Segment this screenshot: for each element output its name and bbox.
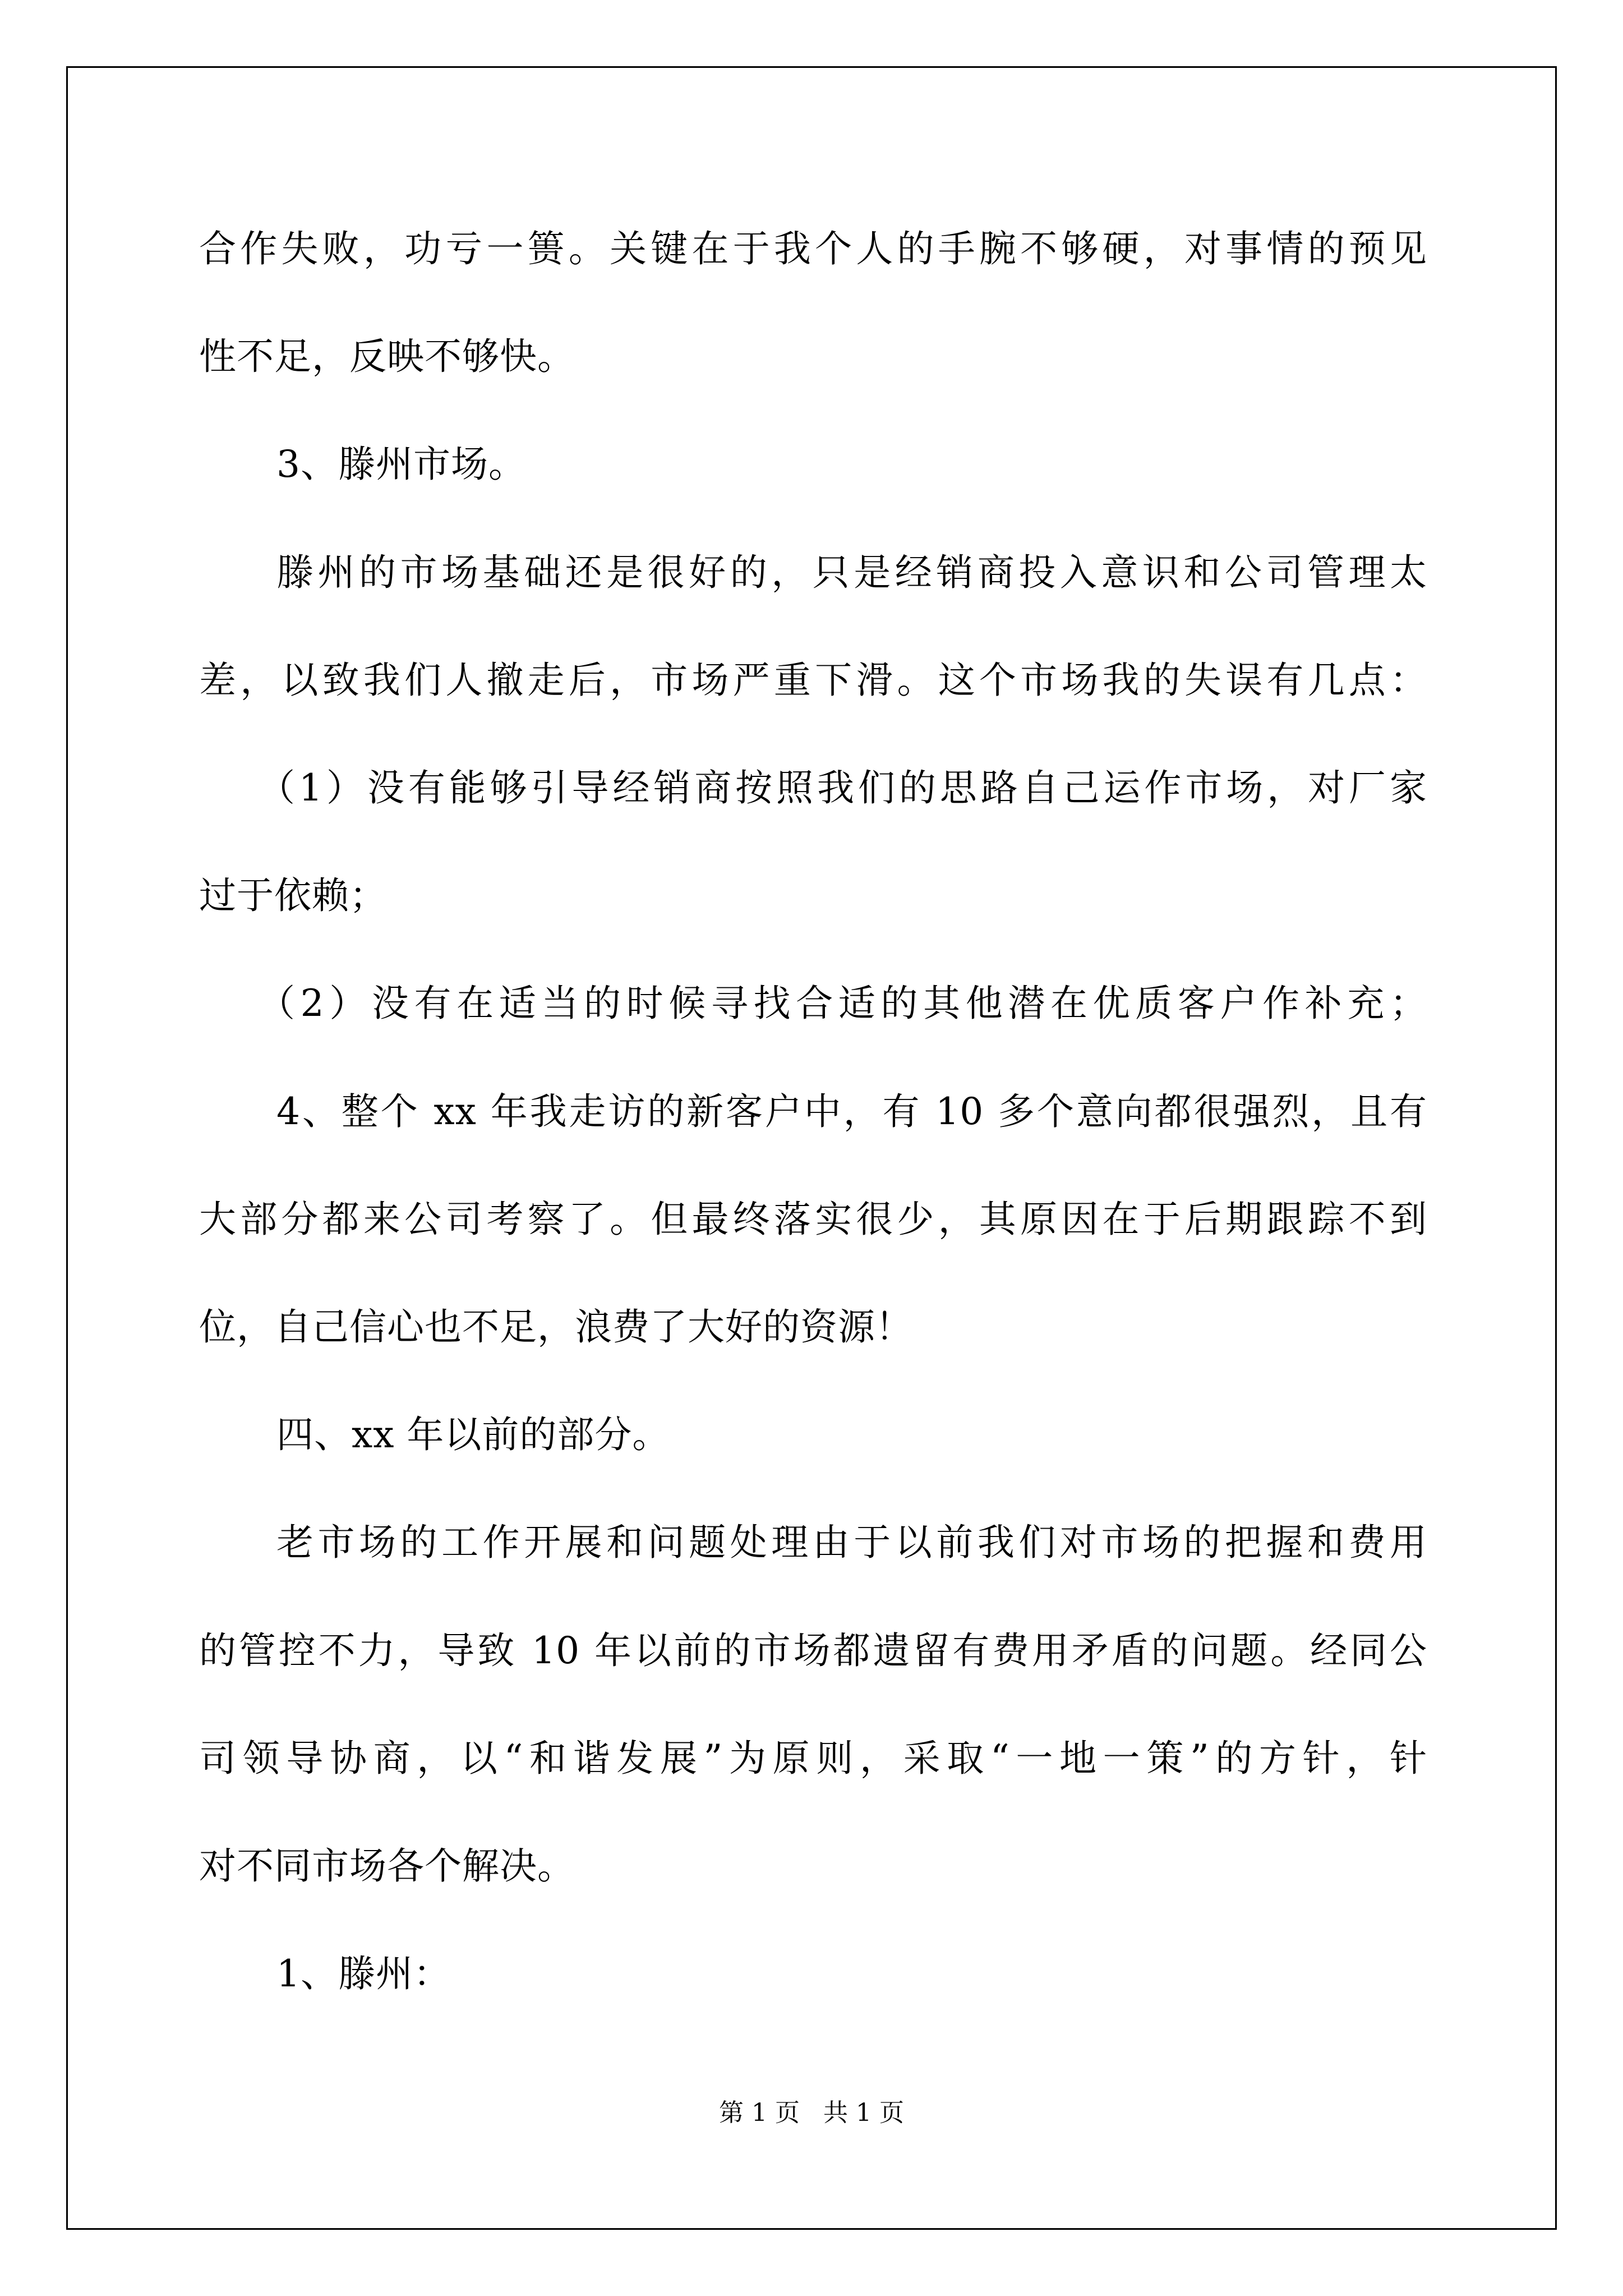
- text-line-7: 过于依赖；: [199, 874, 387, 917]
- section-heading-4: 四、xx 年以前的部分。: [276, 1413, 670, 1456]
- text-line-13: 老市场的工作开展和问题处理由于以前我们对市场的把握和费用: [276, 1521, 1427, 1564]
- section-heading-3: 3、滕州市场。: [276, 443, 526, 486]
- text-line-9: 4、整个 xx 年我走访的新客户中，有 10 多个意向都很强烈，且有: [276, 1090, 1427, 1133]
- text-line-6: （1）没有能够引导经销商按照我们的思路自己运作市场，对厂家: [258, 766, 1427, 809]
- text-line-8: （2）没有在适当的时候寻找合适的其他潜在优质客户作补充；: [258, 982, 1427, 1025]
- text-line-11: 位，自己信心也不足，浪费了大好的资源！: [199, 1305, 913, 1349]
- text-line-17: 1、滕州：: [276, 1952, 451, 1995]
- text-line-4: 滕州的市场基础还是很好的，只是经销商投入意识和公司管理太: [276, 551, 1427, 594]
- text-line-15: 司领导协商，以“和谐发展”为原则，采取“一地一策”的方针，针: [199, 1737, 1427, 1780]
- text-line-14: 的管控不力，导致 10 年以前的市场都遗留有费用矛盾的问题。经同公: [199, 1629, 1427, 1672]
- page-footer: 第 1 页 共 1 页: [719, 2099, 904, 2127]
- text-line-1: 合作失败，功亏一篑。关键在于我个人的手腕不够硬，对事情的预见: [199, 227, 1427, 270]
- text-line-16: 对不同市场各个解决。: [199, 1844, 575, 1888]
- text-line-5: 差，以致我们人撤走后，市场严重下滑。这个市场我的失误有几点：: [199, 659, 1427, 702]
- text-line-10: 大部分都来公司考察了。但最终落实很少，其原因在于后期跟踪不到: [199, 1198, 1427, 1241]
- page-border: [66, 66, 1557, 2230]
- text-line-2: 性不足，反映不够快。: [199, 335, 575, 378]
